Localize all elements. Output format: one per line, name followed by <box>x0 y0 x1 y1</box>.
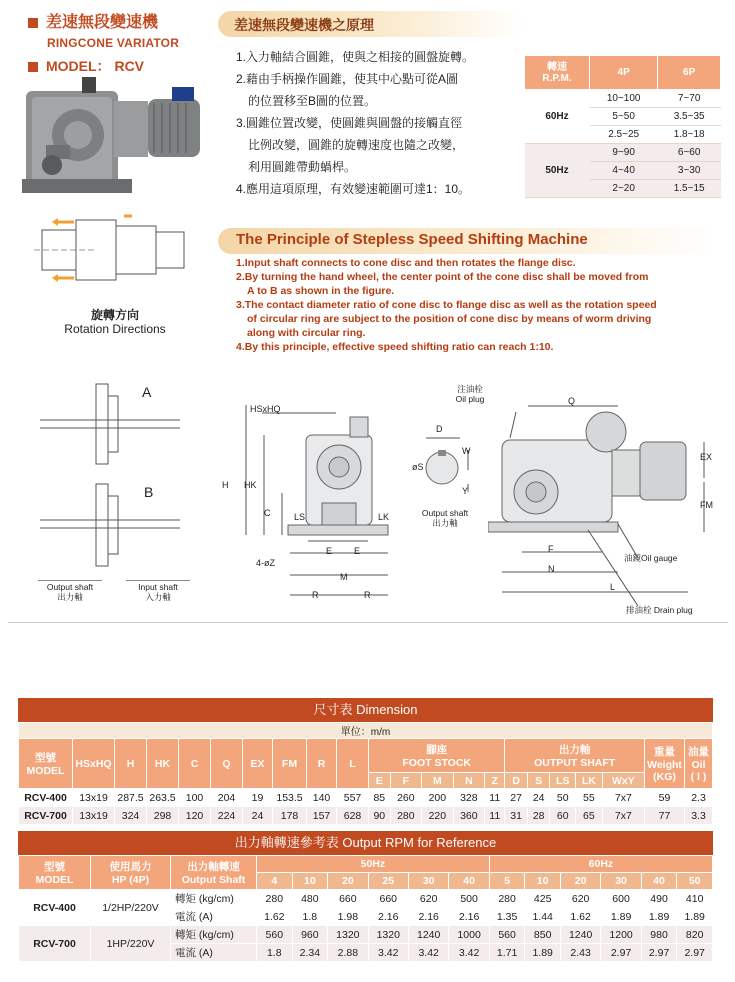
list-item: 4.By this principle, effective speed shifting ratio can reach 1:10. <box>236 341 554 353</box>
speed-col: 30 <box>408 873 448 890</box>
col-lk: LK <box>576 773 603 789</box>
col-50hz: 50Hz <box>257 856 490 873</box>
dim-l: L <box>610 582 616 592</box>
col-60hz: 60Hz <box>489 856 712 873</box>
col-l: L <box>337 739 369 789</box>
col-e: E <box>369 773 391 789</box>
dim-n: N <box>548 564 555 574</box>
section-divider <box>8 622 728 623</box>
col-hsxhq: HSxHQ <box>73 739 115 789</box>
col-fm: FM <box>273 739 307 789</box>
input-shaft-label: Input shaft 入力軸 <box>126 580 190 602</box>
front-view-drawing <box>218 395 418 610</box>
product-title-cn: 差速無段變速機 <box>28 9 158 32</box>
col-q: Q <box>211 739 243 789</box>
list-item: 4.應用這項原理，有效變速範圍可達1：10。 <box>236 182 471 196</box>
col-ls: LS <box>550 773 576 789</box>
principle-list-en <box>236 256 726 354</box>
principle-title-en: The Principle of Stepless Speed Shifting Machine <box>218 228 718 254</box>
table-row: 50Hz 9~90 6~60 <box>525 144 721 162</box>
table-row: 5~50 3.5~35 <box>525 108 721 126</box>
speed-col: 50 <box>677 873 713 890</box>
col-6p: 6P <box>658 56 721 90</box>
dim-w: W <box>462 446 471 456</box>
list-item: 的位置移至B圖的位置。 <box>248 94 377 108</box>
col-4p: 4P <box>590 56 658 90</box>
col-weight: 重量 Weight (KG) <box>645 739 685 789</box>
speed-col: 20 <box>328 873 368 890</box>
rpm-ref-table <box>18 855 713 962</box>
col-hk: HK <box>147 739 179 789</box>
list-item: along with circular ring. <box>247 327 366 339</box>
side-view-drawing <box>488 392 720 617</box>
table-row: 60Hz 10~100 7~70 <box>525 90 721 108</box>
table-row: RCV-700 13x19 324 298 120 224 24 178 157 628 90 280 220 360 11 31 28 60 65 7x7 77 3.3 <box>19 807 713 825</box>
cone-disc-diagram <box>40 380 190 590</box>
oil-plug-label: 注油栓 Oil plug <box>455 384 485 404</box>
dim-s: øS <box>412 462 424 472</box>
col-output-shaft: 出力軸 OUTPUT SHAFT <box>505 739 645 773</box>
col-oil: 油量 Oil ( l ) <box>685 739 713 789</box>
dim-y: Y <box>462 486 469 496</box>
bullet-square-icon <box>28 62 38 72</box>
product-title-en: RINGCONE VARIATOR <box>47 36 180 50</box>
dimension-section <box>18 698 713 962</box>
speed-col: 10 <box>292 873 328 890</box>
oil-gauge-label: 油鏡Oil gauge <box>624 553 678 563</box>
col-s: S <box>527 773 550 789</box>
output-shaft-detail-label: Output shaft 出力軸 <box>421 508 469 528</box>
col-f: F <box>390 773 422 789</box>
table-row: 2~20 1.5~15 <box>525 180 721 198</box>
col-model: 型號 MODEL <box>19 856 91 890</box>
col-ex: EX <box>243 739 273 789</box>
speed-col: 30 <box>601 873 641 890</box>
unit-label: 單位：m/m <box>19 723 713 739</box>
speed-col: 25 <box>368 873 408 890</box>
drain-plug-label: 排油栓 Drain plug <box>626 605 693 615</box>
rpm-head: 轉速 R.P.M. <box>525 56 590 90</box>
list-item: 3.The contact diameter ratio of cone disc to flange disc as well as the rotation speed <box>236 299 657 311</box>
speed-col: 10 <box>525 873 561 890</box>
dimension-title: 尺寸表 Dimension <box>18 698 713 722</box>
dim-lk: LK <box>378 512 390 522</box>
dim-ls: LS <box>294 512 306 522</box>
label-b: B <box>144 484 154 500</box>
dim-ex: EX <box>700 452 713 462</box>
dim-z: 4-øZ <box>256 558 275 568</box>
rpm-ref-title: 出力軸轉速參考表 Output RPM for Reference <box>18 831 713 855</box>
list-item: of circular ring are subject to the position of cone disc by means of worm driving <box>247 313 652 325</box>
rotation-caption-en: Rotation Directions <box>64 322 166 336</box>
list-item: 1.Input shaft connects to cone disc and then rotates the flange disc. <box>236 257 576 269</box>
dim-hk: HK <box>244 480 257 490</box>
dim-f: F <box>548 544 554 554</box>
dim-e-right: E <box>354 546 361 556</box>
speed-col: 4 <box>257 873 293 890</box>
list-item: 2.藉由手柄操作圓錐，使其中心點可從A圖 <box>236 72 459 86</box>
col-h: H <box>115 739 147 789</box>
speed-col: 20 <box>560 873 600 890</box>
principle-title-cn: 差速無段變速機之原理 <box>218 11 524 37</box>
dim-r-left: R <box>312 590 319 600</box>
dim-hsxhq: HSxHQ <box>250 404 281 414</box>
col-d: D <box>505 773 528 789</box>
table-row: RCV-400 13x19 287.5 263.5 100 204 19 153.5 140 557 85 260 200 328 11 27 24 50 55 7x7 59 2.3 <box>19 789 713 807</box>
shaft-detail-drawing <box>420 430 490 505</box>
col-c: C <box>179 739 211 789</box>
list-item: 比例改變，圓錐的旋轉速度也隨之改變， <box>248 138 465 152</box>
col-hp: 使用馬力 HP (4P) <box>91 856 171 890</box>
col-output-shaft: 出力軸轉速 Output Shaft <box>171 856 257 890</box>
dim-e-left: E <box>326 546 333 556</box>
list-item: 2.By turning the hand wheel, the center point of the cone disc shall be moved from <box>236 271 649 283</box>
dim-fm: FM <box>700 500 713 510</box>
table-row: 電流 (A) 1.62 1.8 1.98 2.16 2.16 2.16 1.35 1.44 1.62 1.89 1.89 1.89 <box>19 908 713 926</box>
label-a: A <box>142 384 152 400</box>
col-foot-stock: 腳座 FOOT STOCK <box>369 739 505 773</box>
rotation-caption-cn: 旋轉方向 <box>90 308 139 322</box>
dim-d: D <box>436 424 443 434</box>
dim-m: M <box>340 572 348 582</box>
table-row: RCV-400 1/2HP/220V 轉矩 (kg/cm) 280 480 660 660 620 500 280 425 620 600 490 410 <box>19 890 713 908</box>
speed-col: 40 <box>641 873 677 890</box>
col-wxy: WxY <box>602 773 644 789</box>
rpm-table <box>524 55 721 198</box>
list-item: A to B as shown in the figure. <box>247 285 395 297</box>
dim-q: Q <box>568 396 576 406</box>
list-item: 利用圓錐帶動蝸桿。 <box>248 160 357 174</box>
dim-r-right: R <box>364 590 371 600</box>
principle-list-cn <box>236 46 526 200</box>
table-row: 電流 (A) 1.8 2.34 2.88 3.42 3.42 3.42 1.71 1.89 2.43 2.97 2.97 2.97 <box>19 944 713 962</box>
col-z: Z <box>485 773 505 789</box>
table-row: 2.5~25 1.8~18 <box>525 126 721 144</box>
speed-col: 5 <box>489 873 525 890</box>
speed-col: 40 <box>449 873 489 890</box>
col-n: N <box>453 773 485 789</box>
list-item: 1.入力軸結合圓錐，使與之相接的圓盤旋轉。 <box>236 50 475 64</box>
table-row: RCV-700 1HP/220V 轉矩 (kg/cm) 560 960 1320 1320 1240 1000 560 850 1240 1200 980 820 <box>19 926 713 944</box>
dimension-table <box>18 722 713 825</box>
product-model: MODEL： RCV <box>28 56 144 76</box>
output-shaft-label: Output shaft 出力軸 <box>38 580 102 602</box>
dim-c: C <box>264 508 271 518</box>
table-row: 4~40 3~30 <box>525 162 721 180</box>
product-photo <box>22 75 212 205</box>
col-model: 型號 MODEL <box>19 739 73 789</box>
bullet-square-icon <box>28 18 38 28</box>
col-m: M <box>422 773 454 789</box>
rotation-diagram <box>34 210 204 305</box>
dim-h: H <box>222 480 229 490</box>
list-item: 3.圓錐位置改變，使圓錐與圓盤的接觸直徑 <box>236 116 463 130</box>
col-r: R <box>307 739 337 789</box>
